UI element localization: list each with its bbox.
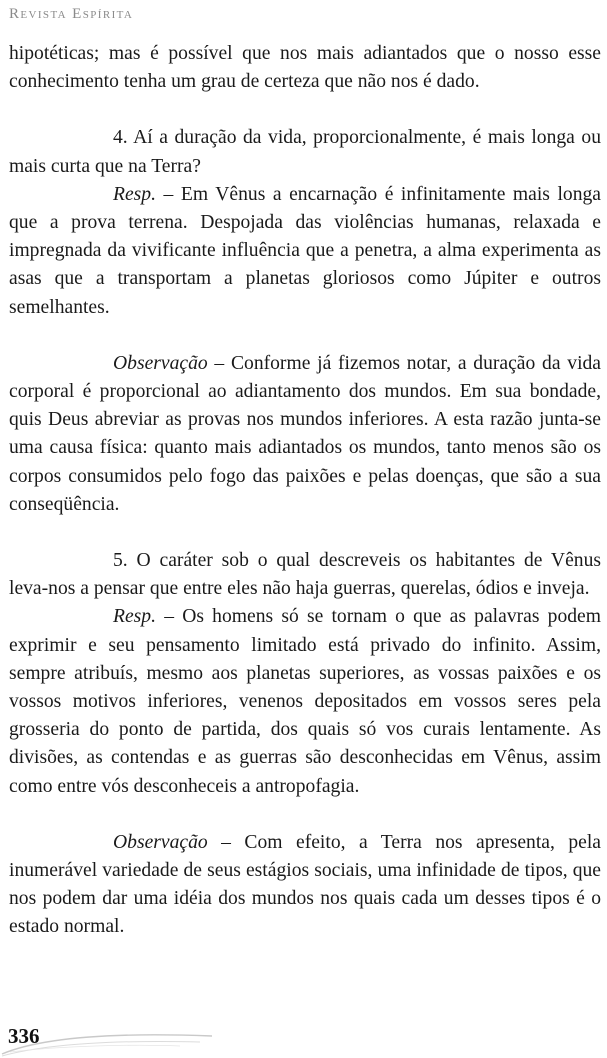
paragraph-text: – Conforme já fizemos notar, a duração da vida corporal é proporcional ao adiantamento dos mundos. Em sua bondade, quis Deus abreviar as provas nos mundos inferiores. A esta razão junta-se uma causa física: quanto mais adiantados os mundos, tanto menos são os corpos consumidos pelo fogo das paixões e pelas doenças, que são a sua conseqüência. — [9, 352, 601, 515]
paragraph-text: 5. O caráter sob o qual descreveis os habitantes de Vênus leva-nos a pensar que entre eles não haja guerras, querelas, ódios e inveja. — [9, 550, 601, 600]
body-text — [9, 40, 601, 942]
answer-5 — [9, 603, 601, 800]
observation-2 — [9, 829, 601, 942]
paragraph-text: – Os homens só se tornam o que as palavras podem exprimir e seu pensamento limitado está privado do infinito. Assim, sempre atribuís, mesmo aos planetas superiores, as vossas paixões e os vossos motivos inferiores, venenos depositados em vossos seres pela grosseria do ponto de partida, dos quais só vos curais lentamente. As divisões, as contendas e as guerras são desconhecidas em Vênus, assim como entre vós desconheceis a antropofagia. — [9, 606, 601, 797]
observation-label: Observação — [113, 831, 208, 853]
question-5 — [9, 547, 601, 603]
page-number: 336 — [8, 1024, 40, 1048]
running-head-title — [9, 6, 133, 23]
page-footer — [0, 1018, 607, 1058]
answer-4 — [9, 181, 601, 322]
observation-1 — [9, 350, 601, 519]
paragraph-text: – Em Vênus a encarnação é infinitamente mais longa que a prova terrena. Despojada das violências humanas, relaxada e impregnada da vivificante influência que a penetra, a alma experimenta as asas que a transportam a planetas gloriosos como Júpiter e outros semelhantes. — [9, 183, 601, 318]
paragraph-text: hipotéticas; mas é possível que nos mais adiantados que o nosso esse conhecimento tenha um grau de certeza que não nos é dado. — [9, 43, 601, 93]
resp-label: Resp. — [113, 606, 156, 628]
observation-label: Observação — [113, 352, 208, 374]
running-head-text: Revista Espírita — [9, 6, 134, 22]
question-4 — [9, 124, 601, 180]
paragraph-text: 4. Aí a duração da vida, proporcionalmente, é mais longa ou mais curta que na Terra? — [9, 127, 601, 177]
paragraph — [9, 40, 601, 96]
paragraph-text: – Com efeito, a Terra nos apresenta, pela inumerável variedade de seus estágios sociais, uma infinidade de tipos, que nos podem dar uma idéia dos mundos nos quais cada um desses tipos é o estado normal. — [9, 831, 601, 938]
resp-label: Resp. — [113, 183, 156, 205]
